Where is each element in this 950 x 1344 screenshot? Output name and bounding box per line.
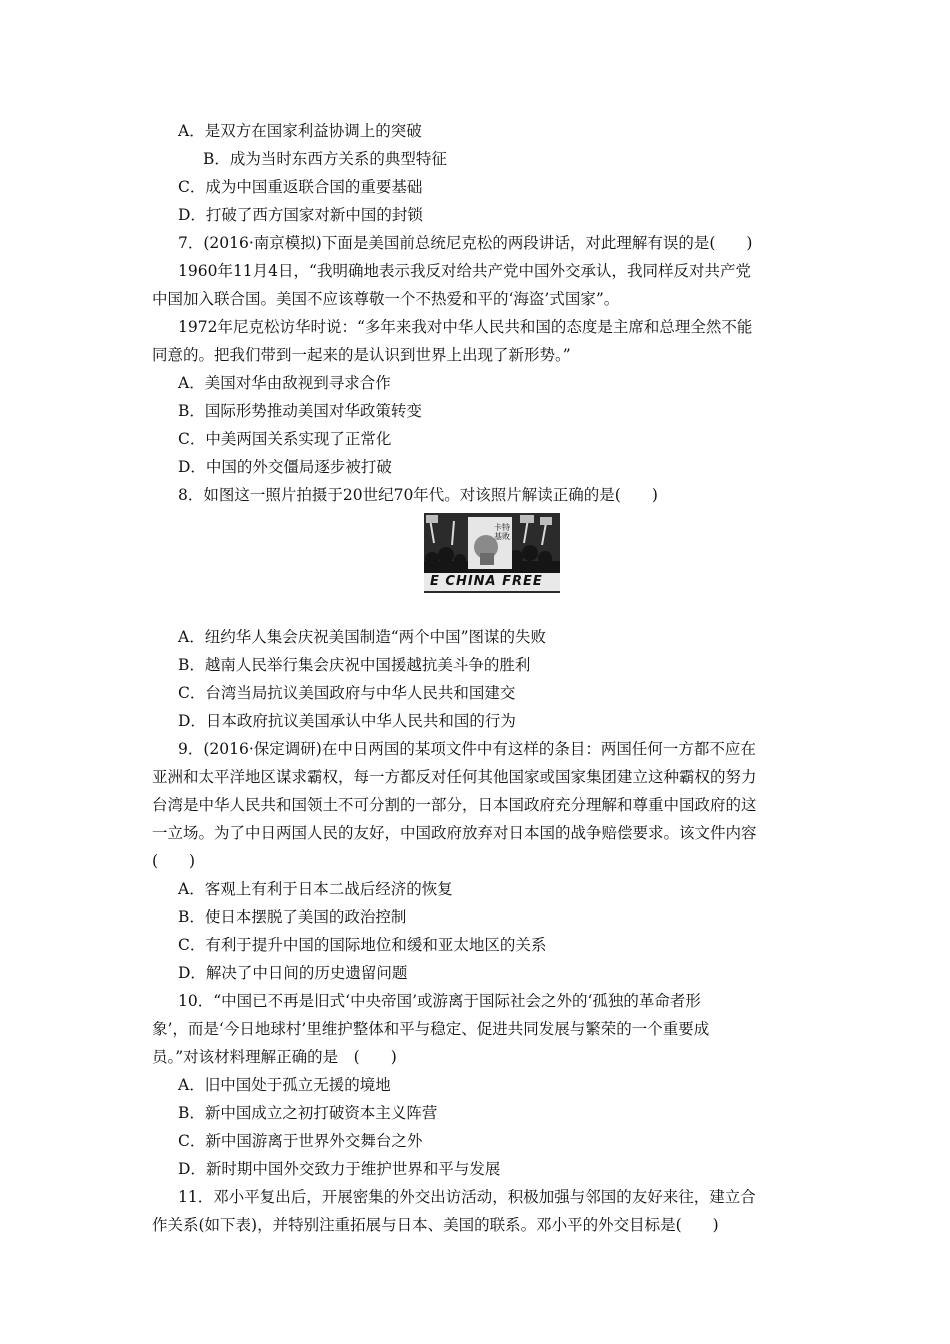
photo-banner-text: E CHINA FREE bbox=[430, 574, 543, 589]
q11-stem-line2: 作关系(如下表)，并特别注重拓展与日本、美国的联系。邓小平的外交目标是( ) bbox=[152, 1216, 719, 1234]
q7-quote2-line1: 1972年尼克松访华时说：“多年来我对中华人民共和国的态度是主席和总理全然不能 bbox=[178, 318, 753, 336]
q10-stem-line3: 员。”对该材料理解正确的是 ( ) bbox=[152, 1048, 397, 1066]
q10-option-d: D．新时期中国外交致力于维护世界和平与发展 bbox=[178, 1160, 501, 1178]
q10-option-a: A．旧中国处于孤立无援的境地 bbox=[178, 1076, 391, 1094]
q10-option-b: B．新中国成立之初打破资本主义阵营 bbox=[178, 1104, 438, 1122]
q8-stem: 8．如图这一照片拍摄于20世纪70年代。对该照片解读正确的是( ) bbox=[178, 486, 658, 504]
q8-option-d: D．日本政府抗议美国承认中华人民共和国的行为 bbox=[178, 712, 516, 730]
q8-option-a: A．纽约华人集会庆祝美国制造“两个中国”图谋的失败 bbox=[178, 628, 547, 646]
q9-stem-line4: 一立场。为了中日两国人民的友好，中国政府放弃对日本国的战争赔偿要求。该文件内容 bbox=[152, 824, 757, 842]
q9-option-d: D．解决了中日间的历史遗留问题 bbox=[178, 964, 408, 982]
q9-option-c: C．有利于提升中国的国际地位和缓和亚太地区的关系 bbox=[178, 936, 547, 954]
q9-option-b: B．使日本摆脱了美国的政治控制 bbox=[178, 908, 407, 926]
q6-option-d: D．打破了西方国家对新中国的封锁 bbox=[178, 206, 423, 224]
q7-option-c: C．中美两国关系实现了正常化 bbox=[178, 430, 392, 448]
q8-option-c: C．台湾当局抗议美国政府与中华人民共和国建交 bbox=[178, 684, 516, 702]
q8-option-b: B．越南人民举行集会庆祝中国援越抗美斗争的胜利 bbox=[178, 656, 531, 674]
q11-stem-line1: 11．邓小平复出后，开展密集的外交出访活动，积极加强与邻国的友好来往，建立合 bbox=[178, 1188, 756, 1206]
q7-stem: 7．(2016·南京模拟)下面是美国前总统尼克松的两段讲话，对此理解有误的是( ) bbox=[178, 234, 753, 252]
q9-stem-line1: 9．(2016·保定调研)在中日两国的某项文件中有这样的条目：两国任何一方都不应在 bbox=[178, 740, 756, 758]
q6-option-a: A．是双方在国家利益协调上的突破 bbox=[178, 122, 422, 140]
q10-stem-line1: 10．“中国已不再是旧式‘中央帝国’或游离于国际社会之外的‘孤独的革命者形 bbox=[178, 992, 701, 1010]
q7-quote2-line2: 同意的。把我们带到一起来的是认识到世界上出现了新形势。” bbox=[152, 346, 571, 364]
q7-quote1-line1: 1960年11月4日，“我明确地表示我反对给共产党中国外交承认，我同样反对共产党 bbox=[178, 262, 751, 280]
q7-option-d: D．中国的外交僵局逐步被打破 bbox=[178, 458, 392, 476]
photo-sign-text: 卡特基败 bbox=[494, 523, 510, 541]
q9-stem-line2: 亚洲和太平洋地区谋求霸权，每一方都反对任何其他国家或国家集团建立这种霸权的努力 bbox=[152, 768, 757, 786]
q7-quote1-line2: 中国加入联合国。美国不应该尊敬一个不热爱和平的‘海盗’式国家”。 bbox=[152, 290, 620, 308]
q10-option-c: C．新中国游离于世界外交舞台之外 bbox=[178, 1132, 423, 1150]
q7-option-b: B．国际形势推动美国对华政策转变 bbox=[178, 402, 422, 420]
q6-option-c: C．成为中国重返联合国的重要基础 bbox=[178, 178, 423, 196]
q7-option-a: A．美国对华由敌视到寻求合作 bbox=[178, 374, 391, 392]
q6-option-b: B．成为当时东西方关系的典型特征 bbox=[203, 150, 447, 168]
q10-stem-line2: 象’，而是‘今日地球村’里维护整体和平与稳定、促进共同发展与繁荣的一个重要成 bbox=[152, 1020, 710, 1038]
protest-photo bbox=[424, 513, 560, 593]
q9-option-a: A．客观上有利于日本二战后经济的恢复 bbox=[178, 880, 453, 898]
q9-stem-line5: ( ) bbox=[152, 852, 196, 870]
q9-stem-line3: 台湾是中华人民共和国领土不可分割的一部分，日本国政府充分理解和尊重中国政府的这 bbox=[152, 796, 757, 814]
